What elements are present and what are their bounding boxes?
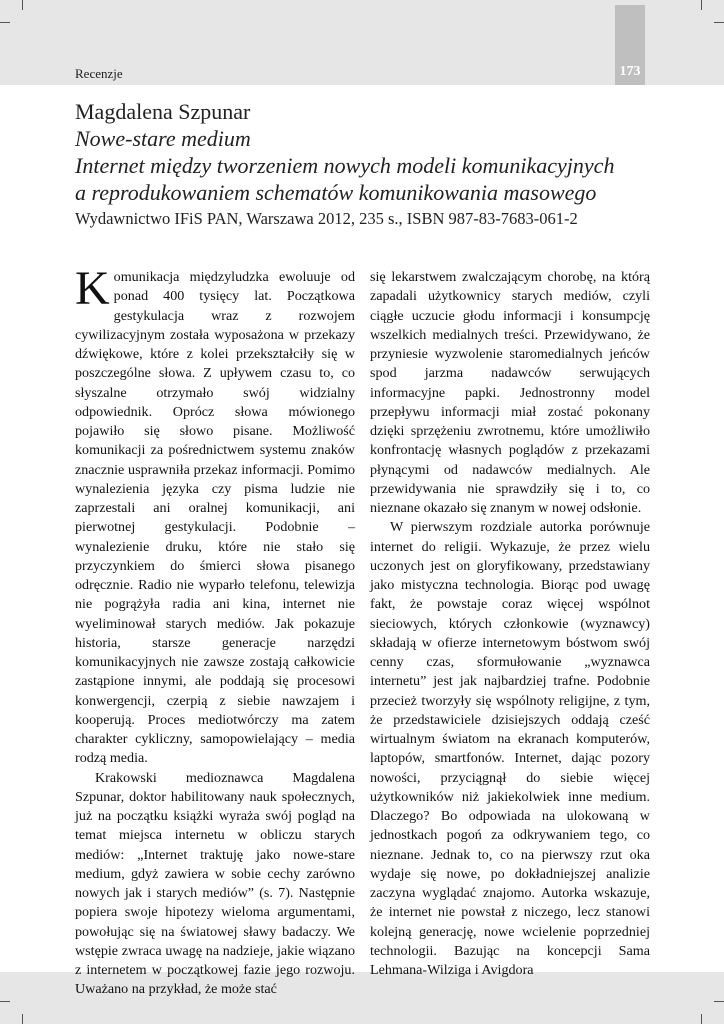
- paragraph-text: omunikacja międzyludzka ewoluuje od ponad 400 tysięcy lat. Początkowa gestykulacja wraz z rozwojem cywilizacyjnym została wyposażona w przekazy dźwiękowe, które z kolei przekształciły się w poszczególne słowa. Z upływem czasu to, co słyszalne otrzymało swój widzialny odpowiednik. Oprócz słowa mówionego pojawiło się słowo pisane. Możliwość komunikacji za pośrednictwem systemu znaków znacznie usprawniła przekaz informacji. Pomimo wynalezienia języka czy pisma ludzie nie zaprzestali ani oralnej komunikacji, ani pierwotnej gestykulacji. Podobnie – wynalezienie druku, które nie stało się przyczynkiem do śmierci słowa pisanego odręcznie. Radio nie wyparło telefonu, telewizja nie pogrążyła radia ani kina, internet nie wyeliminował starych mediów. Jak pokazuje historia, starsze generacje narzędzi komunikacyjnych nie zawsze zostają całkowicie zastąpione innymi, ale poddają się procesowi konwergencji, czerpią z siebie nawzajem i kooperują. Proces mediotwórczy ma zatem charakter cykliczny, samopowielający – media rodzą media.: [75, 269, 355, 767]
- book-subtitle-line-2: a reprodukowaniem schematów komunikowania masowego: [75, 180, 597, 205]
- left-column: [75, 262, 355, 1000]
- crop-mark: [22, 1014, 23, 1024]
- page-number: 173: [619, 64, 641, 79]
- crop-mark: [714, 22, 724, 23]
- crop-mark: [701, 1014, 702, 1024]
- running-header: Recenzje: [75, 66, 123, 81]
- paragraph: W pierwszym rozdziale autorka porównuje internet do religii. Wykazuje, że przez wielu uczonych jest on gloryfikowany, przedstawiany jako mistyczna technologia. Biorąc pod uwagę fakt, że powstaje coraz więcej wspólnot sieciowych, których członkowie (wyznawcy) składają w ofierze internetowym bóstwom swój cenny czas, sformułowanie „wyznawca internetu” jest jak najbardziej trafne. Podobnie przecież tworzyły się wspólnoty religijne, z tym, że przedstawiciele dzisiejszych oddają cześć wirtualnym światom na ekranach komputerów, laptopów, smartfonów. Internet, dając pozory nowości, przyciągnął do siebie więcej użytkowników niż jakiekolwiek inne medium. Dlaczego? Bo odpowiada na ulokowaną w jednostkach pogoń za odkrywaniem tego, co nieznane. Jednak to, co na pierwszy rzut oka wydaje się nowe, po dokładniejszej analizie zaczyna wyglądać znajomo. Autorka wskazuje, że internet nie powstał z niczego, lecz stanowi kolejną generację, nowe wcielenie poprzedniej technologii. Bazując na koncepcji Sama Lehmana-Wilziga i Avigdora: [370, 519, 650, 978]
- crop-mark: [701, 0, 702, 10]
- book-title: Nowe-stare medium: [75, 126, 251, 151]
- paragraph: Krakowski medioznawca Magdalena Szpunar, doktor habilitowany nauk społecznych, już na początku książki wyraża swój pogląd na temat miejsca internetu w obliczu starych mediów: „Internet traktuję jako nowe-stare medium, gdyż zawiera w sobie cechy zarówno nowych jak i starych mediów” (s. 7). Następnie popiera swoje hipotezy wieloma argumentami, powołując się na światowej sławy badaczy. We wstępie zwraca uwagę na nadzieje, jakie wiązano z internetem w początkowej fazie jego rozwoju. Uważano na przykład, że może stać: [75, 769, 355, 998]
- crop-mark: [0, 22, 10, 23]
- right-column: [370, 268, 650, 980]
- crop-mark: [714, 1001, 724, 1002]
- drop-cap: K: [75, 262, 110, 315]
- crop-mark: [22, 0, 23, 10]
- book-subtitle-line-1: Internet między tworzeniem nowych modeli komunikacyjnych: [75, 153, 615, 178]
- paragraph: [75, 262, 355, 769]
- review-header: [75, 98, 655, 230]
- crop-mark: [0, 1001, 10, 1002]
- book-author: Magdalena Szpunar: [75, 99, 251, 124]
- publication-info: Wydawnictwo IFiS PAN, Warszawa 2012, 235 s., ISBN 987-83-7683-061-2: [75, 209, 578, 228]
- paragraph: się lekarstwem zwalczającym chorobę, na którą zapadali użytkownicy starych mediów, czyli ciągłe uczucie głodu informacji i konsumpcję wszelkich medialnych treści. Przewidywano, że przyniesie wyzwolenie staromedialnych jeńców spod jarzma nadawców serwujących informacyjne papki. Jednostronny model przepływu informacji miał zostać pokonany dzięki sprzężeniu zwrotnemu, które umożliwiło konfrontację własnych poglądów z przekazami płynącymi od nadawców medialnych. Ale przewidywania nie sprawdziły się i to, co nieznane okazało się znanym w nowej odsłonie.: [370, 269, 650, 516]
